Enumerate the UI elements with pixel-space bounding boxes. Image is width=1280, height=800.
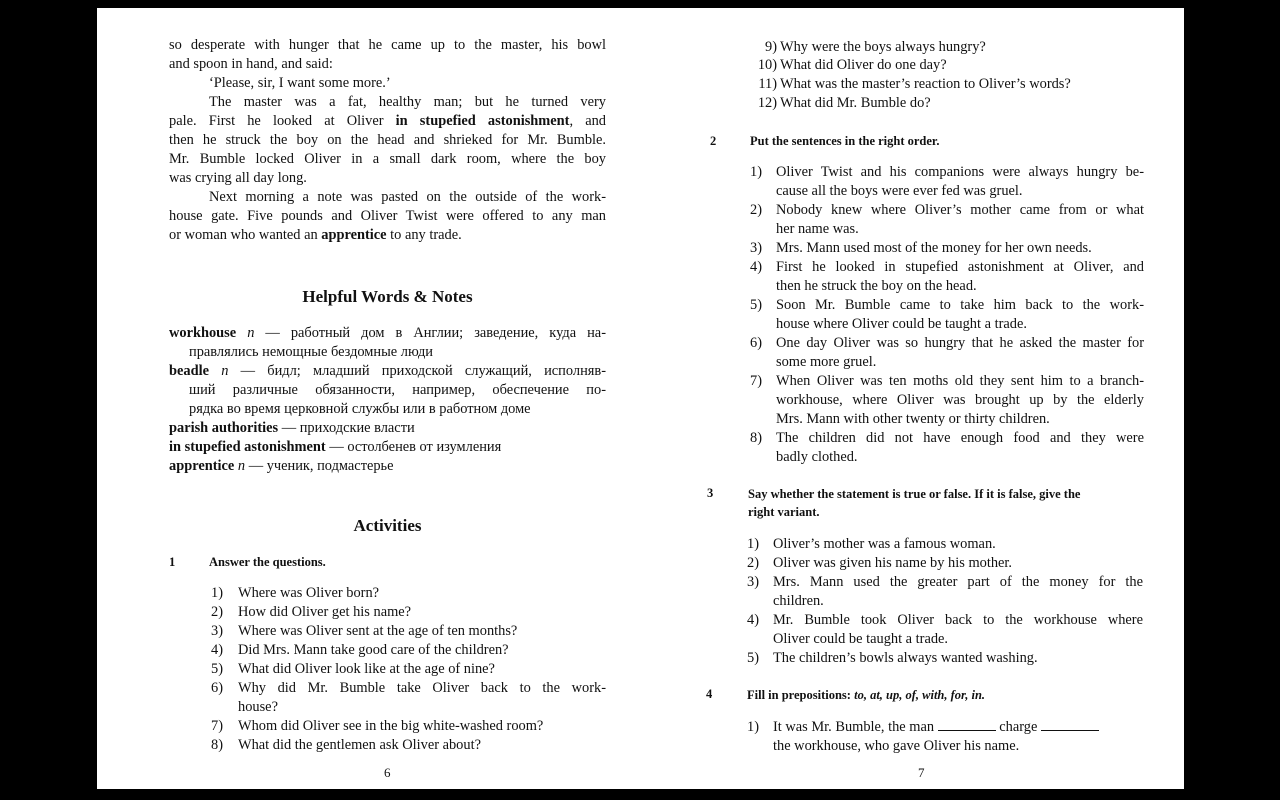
note-beadle: beadle n — бидл; младший приходской служащий, исполняв- xyxy=(169,363,606,379)
statement-text: Mrs. Mann used the greater part of the money for the xyxy=(773,574,1143,590)
item-number: 3) xyxy=(211,623,223,639)
story-line: Mr. Bumble locked Oliver in a small dark room, where the boy xyxy=(169,151,606,167)
item-number: 12) xyxy=(757,95,777,111)
item-number: 4) xyxy=(750,259,762,275)
exercise-title: Say whether the statement is true or false. If it is false, give the xyxy=(748,487,1081,501)
story-line: then he struck the boy on the head and shrieked for Mr. Bumble. xyxy=(169,132,606,148)
story-line: and spoon in hand, and said: xyxy=(169,56,333,72)
question-text: What did the gentlemen ask Oliver about? xyxy=(238,737,481,753)
item-number: 5) xyxy=(750,297,762,313)
item-number: 8) xyxy=(211,737,223,753)
note-parish: parish authorities — приходские власти xyxy=(169,420,415,436)
question-text: Why were the boys always hungry? xyxy=(780,39,986,55)
statement-text-cont: children. xyxy=(773,593,824,609)
note-workhouse-cont: правлялись немощные бездомные люди xyxy=(189,344,433,360)
item-number: 2) xyxy=(747,555,759,571)
statement-text: Mr. Bumble took Oliver back to the workhouse where xyxy=(773,612,1143,628)
question-text: Whom did Oliver see in the big white-washed room? xyxy=(238,718,544,734)
question-text: Why did Mr. Bumble take Oliver back to the work- xyxy=(238,680,606,696)
exercise-number: 4 xyxy=(706,687,713,701)
item-number: 5) xyxy=(747,650,759,666)
exercise-number: 1 xyxy=(169,555,176,569)
sentence-text: The children did not have enough food and they were xyxy=(776,430,1144,446)
sentence-text-cont: house where Oliver could be taught a trade. xyxy=(776,316,1027,332)
sentence-text: When Oliver was ten moths old they sent him to a branch- xyxy=(776,373,1144,389)
item-number: 6) xyxy=(211,680,223,696)
story-keyword: in stupefied astonishment xyxy=(395,113,570,129)
question-text: What did Oliver do one day? xyxy=(780,57,947,73)
sentence-text-cont: badly clothed. xyxy=(776,449,858,465)
item-number: 2) xyxy=(750,202,762,218)
question-text: Where was Oliver sent at the age of ten months? xyxy=(238,623,518,639)
story-line: ‘Please, sir, I want some more.’ xyxy=(209,75,391,91)
story-line: or woman who wanted an apprentice to any trade. xyxy=(169,227,462,243)
item-number: 10) xyxy=(757,57,777,73)
sentence-text: Soon Mr. Bumble came to take him back to the work- xyxy=(776,297,1144,313)
sentence-text: First he looked in stupefied astonishment at Oliver, and xyxy=(776,259,1144,275)
exercise-title: Put the sentences in the right order. xyxy=(750,134,940,148)
sentence-text-cont: then he struck the boy on the head. xyxy=(776,278,977,294)
item-number: 4) xyxy=(747,612,759,628)
statement-text: The children’s bowls always wanted washing. xyxy=(773,650,1038,666)
sentence-text: Mrs. Mann used most of the money for her own needs. xyxy=(776,240,1092,256)
preposition-list: to, at, up, of, with, for, in. xyxy=(854,688,986,702)
page-number: 6 xyxy=(384,765,391,780)
question-text: Did Mrs. Mann take good care of the children? xyxy=(238,642,509,658)
sentence-text-cont: Mrs. Mann with other twenty or thirty children. xyxy=(776,411,1050,427)
book-spread xyxy=(97,8,1184,789)
item-number: 4) xyxy=(211,642,223,658)
exercise-title: Answer the questions. xyxy=(209,555,326,569)
question-text: What was the master’s reaction to Oliver’s words? xyxy=(780,76,1071,92)
sentence-text: Oliver Twist and his companions were always hungry be- xyxy=(776,164,1144,180)
item-number: 2) xyxy=(211,604,223,620)
item-number: 1) xyxy=(747,536,759,552)
right-page xyxy=(640,8,1184,789)
statement-text: Oliver was given his name by his mother. xyxy=(773,555,1013,571)
answer-blank xyxy=(1041,718,1099,731)
page-number: 7 xyxy=(918,765,925,780)
item-number: 9) xyxy=(765,39,777,55)
exercise-number: 2 xyxy=(710,134,717,148)
question-text-cont: house? xyxy=(238,699,278,715)
note-stupefied: in stupefied astonishment — остолбенев от изумления xyxy=(169,439,502,455)
sentence-text-cont: some more gruel. xyxy=(776,354,877,370)
exercise-number: 3 xyxy=(707,486,714,500)
item-number: 8) xyxy=(750,430,762,446)
left-page xyxy=(97,8,640,789)
question-text: What did Mr. Bumble do? xyxy=(780,95,931,111)
item-number: 7) xyxy=(211,718,223,734)
exercise-title-cont: right variant. xyxy=(748,505,820,519)
story-line: so desperate with hunger that he came up to the master, his bowl xyxy=(169,37,606,53)
item-number: 7) xyxy=(750,373,762,389)
item-number: 1) xyxy=(211,585,223,601)
note-workhouse: workhouse n — работный дом в Англии; заведение, куда на- xyxy=(169,325,606,341)
item-number: 1) xyxy=(750,164,762,180)
exercise-title: Fill in prepositions: to, at, up, of, with, for, in. xyxy=(747,688,986,702)
item-number: 6) xyxy=(750,335,762,351)
sentence-text-cont: her name was. xyxy=(776,221,859,237)
statement-text-cont: Oliver could be taught a trade. xyxy=(773,631,949,647)
story-keyword: apprentice xyxy=(321,227,387,243)
activities-heading: Activities xyxy=(353,516,422,535)
item-number: 1) xyxy=(747,719,759,735)
item-number: 5) xyxy=(211,661,223,677)
note-beadle-cont: ший различные обязанности, например, обеспечение по- xyxy=(189,382,606,398)
sentence-text: Nobody knew where Oliver’s mother came from or what xyxy=(776,202,1144,218)
fill-in-text-cont: the workhouse, who gave Oliver his name. xyxy=(773,738,1020,754)
answer-blank xyxy=(938,718,996,731)
statement-text: Oliver’s mother was a famous woman. xyxy=(773,536,996,552)
note-apprentice: apprentice n — ученик, подмастерье xyxy=(169,458,394,474)
story-line: house gate. Five pounds and Oliver Twist were offered to any man xyxy=(169,208,606,224)
story-line: The master was a fat, healthy man; but he turned very xyxy=(209,94,606,110)
story-line: Next morning a note was pasted on the outside of the work- xyxy=(209,189,606,205)
story-line: was crying all day long. xyxy=(169,170,307,186)
sentence-text-cont: workhouse, where Oliver was brought up by the elderly xyxy=(776,392,1144,408)
question-text: How did Oliver get his name? xyxy=(238,604,412,620)
item-number: 11) xyxy=(758,76,777,92)
notes-heading: Helpful Words & Notes xyxy=(302,287,473,306)
story-line: pale. First he looked at Oliver in stupefied astonishment, and xyxy=(169,113,606,129)
sentence-text: One day Oliver was so hungry that he asked the master for xyxy=(776,335,1144,351)
item-number: 3) xyxy=(750,240,762,256)
question-text: Where was Oliver born? xyxy=(238,585,380,601)
sentence-text-cont: cause all the boys were ever fed was gruel. xyxy=(776,183,1023,199)
question-text: What did Oliver look like at the age of nine? xyxy=(238,661,495,677)
fill-in-text: It was Mr. Bumble, the man charge xyxy=(773,718,1099,737)
note-beadle-cont: рядка во время церковной службы или в работном доме xyxy=(189,401,531,417)
item-number: 3) xyxy=(747,574,759,590)
